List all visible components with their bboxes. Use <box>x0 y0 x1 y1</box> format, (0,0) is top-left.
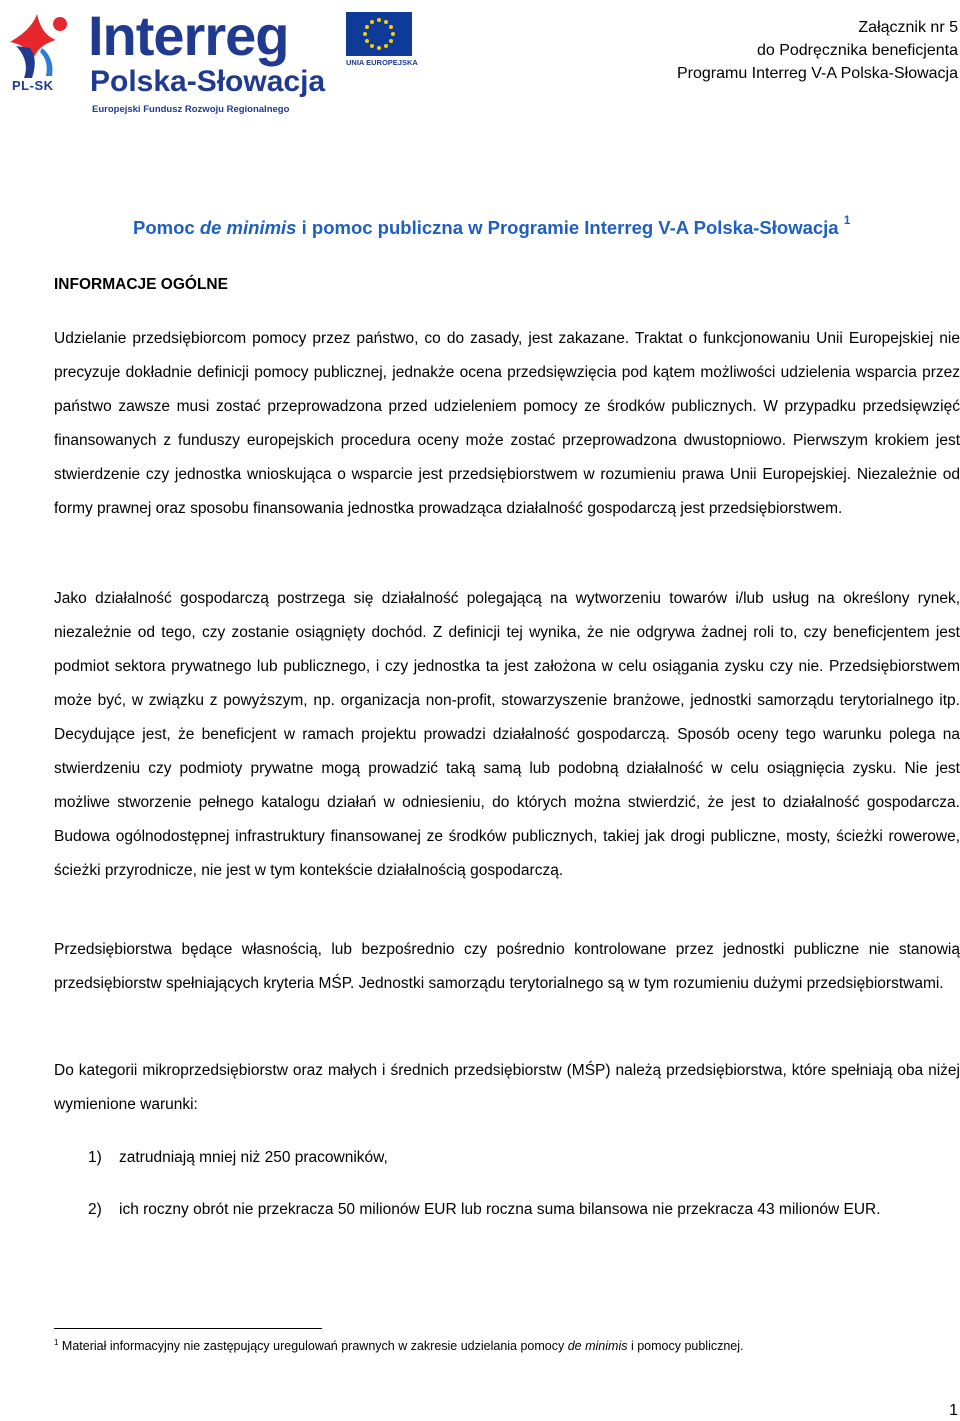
footnote-italic: de minimis <box>567 1339 628 1354</box>
list-item-number: 2) <box>88 1201 102 1218</box>
annex-line-2: do Podręcznika beneficjenta <box>756 42 958 59</box>
paragraph-2: Jako działalność gospodarczą postrzega się działalność polegającą na wytworzeniu towarów i/lub usług na określony rynek, niezależnie od tego, czy zostanie osiągnięty dochód. Z definicji tej wynika, że nie odgrywa żadnej roli to, czy beneficjentem jest podmiot sektora prywatnego lub publicznego, i czy jednostka ta jest założona w celu osiągania zysku czy nie. Przedsiębiorstwem może być, w związku z powyższym, np. organizacja non-profit, stowarzyszenie branżowe, jednostki samorządu terytorialnego itp. Decydujące jest, że beneficjent w ramach projektu prowadzi działalność gospodarczą. Sposób oceny tego warunku polega na stwierdzeniu czy podmioty prywatne mogą prowadzić taką samą lub podobną działalność w celu osiągnięcia zysku. Nie jest możliwe stworzenie pełnego katalogu działań w odniesieniu, do których można stwierdzić, że jest to działalność gospodarcza. Budowa ogólnodostępnej infrastruktury finansowanej ze środków publicznych, takiej jak drogi publiczne, mosty, ścieżki rowerowe, ścieżki przyrodnicze, nie jest w tym kontekście działalnością gospodarczą. <box>54 590 960 879</box>
list-item-text: zatrudniają mniej niż 250 pracowników, <box>119 1149 388 1166</box>
plsk-label: PL-SK <box>12 78 54 93</box>
list-item-1 <box>88 1141 960 1175</box>
annex-line-1: Załącznik nr 5 <box>858 19 958 36</box>
eu-flag-icon <box>346 12 412 56</box>
list-item-2 <box>88 1193 960 1227</box>
eu-label: UNIA EUROPEJSKA <box>346 58 418 67</box>
header-logos <box>2 6 422 121</box>
document-title <box>133 213 851 239</box>
list-item-number: 1) <box>88 1149 102 1166</box>
list-item-text: ich roczny obrót nie przekracza 50 milionów EUR lub roczna suma bilansowa nie przekracza 43 milionów EUR. <box>119 1201 881 1218</box>
title-part-1: Pomoc <box>133 217 200 239</box>
footnote <box>54 1338 744 1353</box>
section-heading: INFORMACJE OGÓLNE <box>54 276 228 293</box>
title-footnote-ref[interactable]: 1 <box>843 213 851 227</box>
page-number: 1 <box>949 1402 958 1419</box>
polska-slowacja-logo-text: Polska-Słowacja <box>90 65 326 98</box>
footnote-number: 1 <box>54 1338 59 1347</box>
interreg-logo-text: Interreg <box>88 4 289 67</box>
title-part-2: i pomoc publiczna w Programie Interreg V-A Polska-Słowacja <box>296 217 844 239</box>
paragraph-3: Przedsiębiorstwa będące własnością, lub bezpośrednio czy pośrednio kontrolowane przez jednostki publiczne nie stanowią przedsiębiorstw spełniających kryteria MŚP. Jednostki samorządu terytorialnego są w tym rozumieniu dużymi przedsiębiorstwami. <box>54 941 960 992</box>
footnote-part-2: i pomocy publicznej. <box>627 1339 744 1354</box>
paragraph-4: Do kategorii mikroprzedsiębiorstw oraz małych i średnich przedsiębiorstw (MŚP) należą przedsiębiorstwa, które spełniają oba niżej wymienione warunki: <box>54 1062 960 1113</box>
footnote-separator <box>54 1328 322 1329</box>
title-italic: de minimis <box>199 217 297 239</box>
paragraph-1: Udzielanie przedsiębiorcom pomocy przez państwo, co do zasady, jest zakazane. Traktat o funkcjonowaniu Unii Europejskiej nie precyzuje dokładnie definicji pomocy publicznej, jednakże ocena przedsięwzięcia pod kątem możliwości udzielenia wsparcia przez państwo zawsze musi zostać przeprowadzona przed udzieleniem pomocy ze środków publicznych. W przypadku przedsięwzięć finansowanych z funduszy europejskich procedura oceny może zostać przeprowadzona dwustopniowo. Pierwszym krokiem jest stwierdzenie czy jednostka wnioskująca o wsparcie jest przedsiębiorstwem w rozumieniu prawa Unii Europejskiej. Niezależnie od formy prawnej oraz sposobu finansowania jednostka prowadząca działalność gospodarczą jest przedsiębiorstwem. <box>54 330 960 517</box>
footnote-part-1: Materiał informacyjny nie zastępujący uregulowań prawnych w zakresie udzielania pomocy <box>58 1339 568 1354</box>
annex-note <box>677 16 958 85</box>
annex-line-3: Programu Interreg V-A Polska-Słowacja <box>676 65 958 82</box>
fund-label: Europejski Fundusz Rozwoju Regionalnego <box>92 104 290 115</box>
